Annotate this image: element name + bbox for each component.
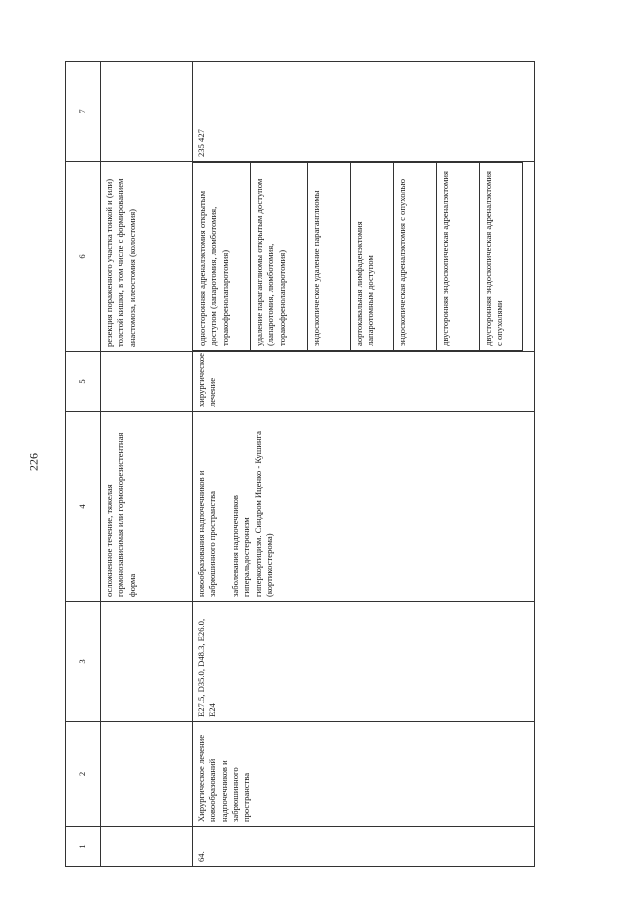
- table-row: [101, 62, 193, 867]
- treatment-method: удаление параганглиомы открытым доступом (лапаротомия, люмботомия, торакофренолапаротомия): [251, 163, 308, 351]
- treatment-methods: [193, 162, 535, 352]
- treatment-method: двусторонняя эндоскопическая адреналэктомия с опухолями: [480, 163, 523, 351]
- icd-codes: [101, 602, 193, 722]
- cost: [101, 62, 193, 162]
- cost: 235 427: [193, 62, 535, 162]
- column-header: 2: [66, 722, 101, 827]
- treatment-method: эндоскопическое удаление параганглиомы: [308, 163, 351, 351]
- patient-model: новообразования надпочечников и забрюшинного пространства заболевания надпочечников гиперальдостеронизм гиперкортицизм. Синдром Иценко - Кушинга (кортикостерома): [193, 412, 535, 602]
- treatment-type: [101, 352, 193, 412]
- header-row: [66, 62, 101, 867]
- service-name: [101, 722, 193, 827]
- table-row: [193, 62, 535, 867]
- treatment-method: двусторонняя эндоскопическая адреналэктомия: [437, 163, 480, 351]
- services-table: [65, 61, 535, 867]
- treatment-method: аортокавальная лимфаденэктомия лапаротомным доступом: [351, 163, 394, 351]
- column-header: 3: [66, 602, 101, 722]
- treatment-type: хирургическое лечение: [193, 352, 535, 412]
- treatment-method: односторонняя адреналэктомия открытым доступом (лапаротомия, люмботомия, торакофренолапаротомия): [193, 163, 251, 351]
- page-number: 226: [26, 453, 41, 471]
- row-number: [101, 827, 193, 867]
- service-name: Хирургическое лечение новообразований надпочечников и забрюшинного пространства: [193, 722, 535, 827]
- icd-codes: E27.5, D35.0, D48.3, E26.0, E24: [193, 602, 535, 722]
- column-header: 1: [66, 827, 101, 867]
- column-header: 7: [66, 62, 101, 162]
- methods-subtable: [193, 162, 523, 351]
- column-header: 6: [66, 162, 101, 352]
- column-header: 4: [66, 412, 101, 602]
- column-header: 5: [66, 352, 101, 412]
- patient-model: осложненное течение, тяжелая гормонозависимая или гормонорезистентная форма: [101, 412, 193, 602]
- treatment-method: эндоскопическая адреналэктомия с опухолью: [394, 163, 437, 351]
- rotated-table-wrapper: [65, 62, 535, 867]
- treatment-method: резекция пораженного участка тонкой и (или) толстой кишки, в том числе с формированием анастомоза, илеостомия (колостомия): [101, 162, 193, 352]
- row-number: 64.: [193, 827, 535, 867]
